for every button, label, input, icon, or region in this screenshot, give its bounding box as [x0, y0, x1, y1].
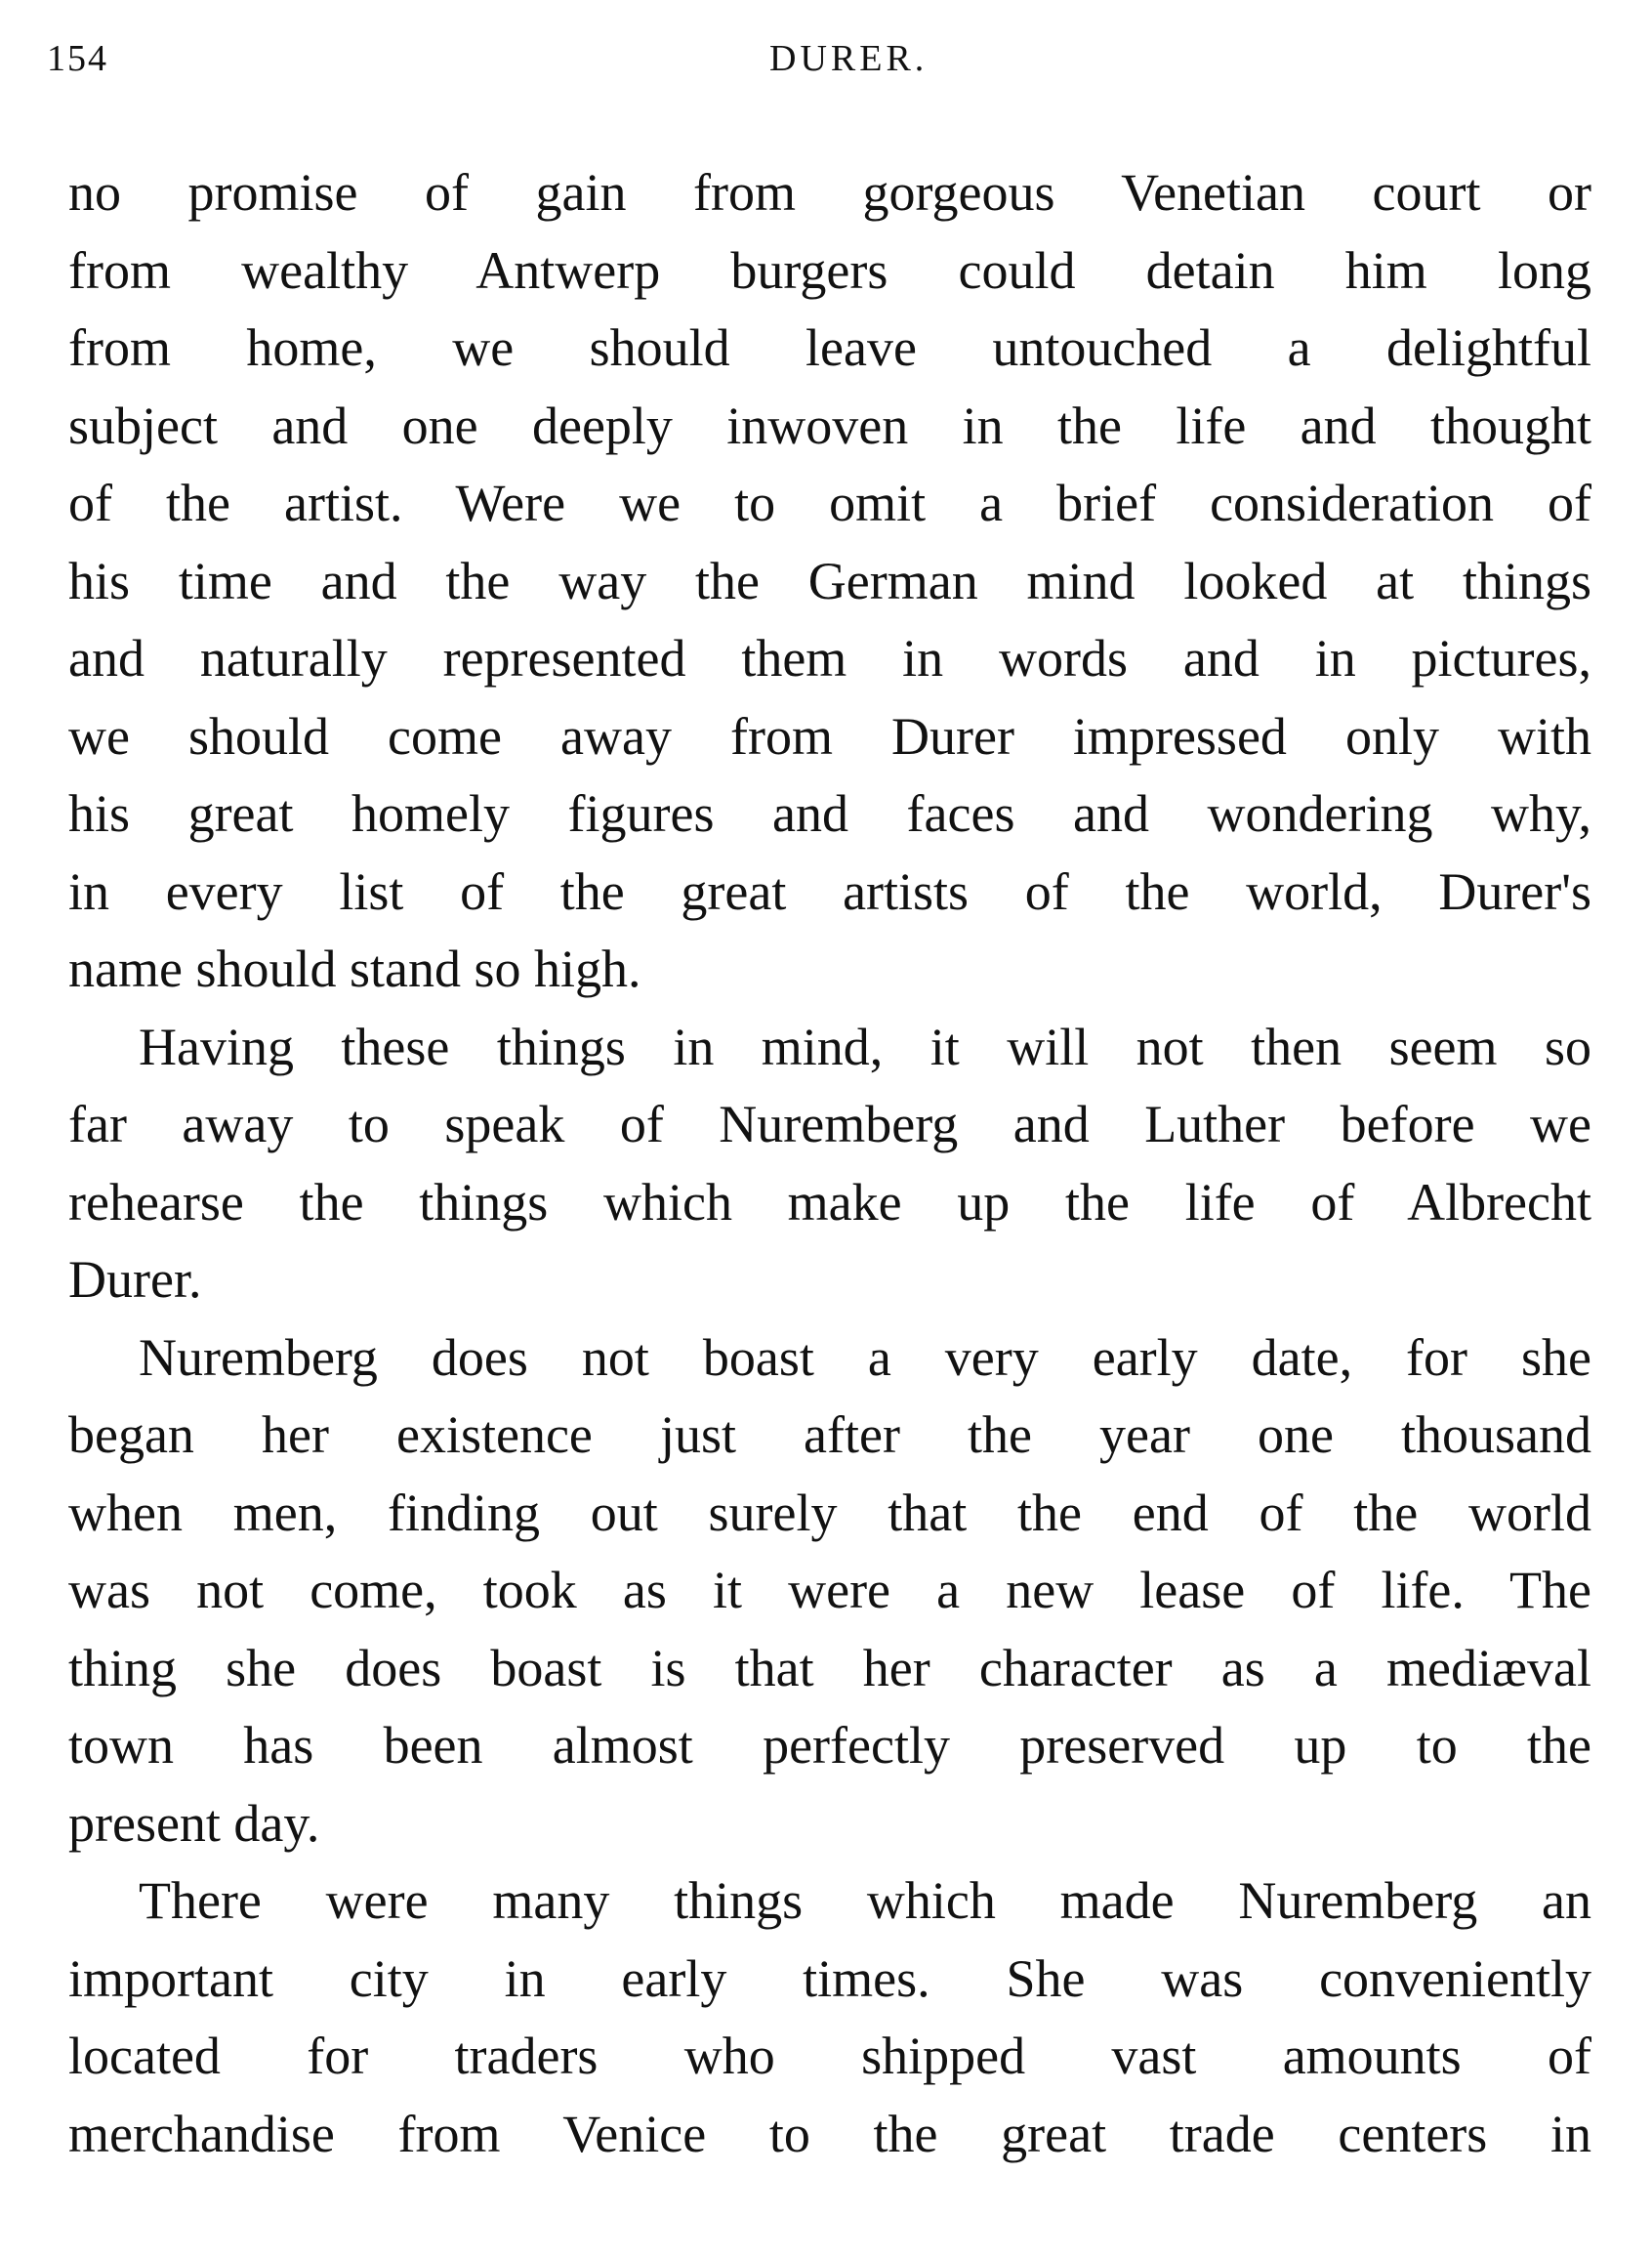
- text-line: from wealthy Antwerp burgers could detain him long: [68, 240, 1591, 300]
- text-line: his great homely figures and faces and wondering why,: [68, 784, 1591, 843]
- text-line: was not come, took as it were a new lease of life. The: [68, 1561, 1591, 1619]
- text-line: thing she does boast is that her character as a mediæval: [68, 1638, 1591, 1697]
- paragraph-3: [68, 1319, 1591, 1863]
- text-line: began her existence just after the year one thousand: [68, 1405, 1591, 1464]
- text-line: located for traders who shipped vast amounts of: [68, 2027, 1591, 2085]
- text-line: and naturally represented them in words and in pictures,: [68, 629, 1591, 688]
- text-line: present day.: [68, 1793, 320, 1853]
- text-line: in every list of the great artists of the world, Durer's: [68, 861, 1591, 921]
- text-line: rehearse the things which make up the life of Albrecht: [68, 1172, 1591, 1232]
- text-line: name should stand so high.: [68, 940, 641, 998]
- text-line: town has been almost perfectly preserved up to the: [68, 1716, 1591, 1775]
- text-line: subject and one deeply inwoven in the life and thought: [68, 396, 1591, 455]
- running-title: DURER.: [769, 38, 929, 79]
- paragraph-1: [68, 154, 1591, 1009]
- paragraph-2: [68, 1009, 1591, 1319]
- text-line: far away to speak of Nuremberg and Luther before we: [68, 1095, 1591, 1153]
- text-line: of the artist. Were we to omit a brief consideration of: [68, 474, 1591, 532]
- text-line: Having these things in mind, it will not then seem so: [139, 1017, 1591, 1076]
- text-line: Durer.: [68, 1250, 202, 1309]
- body-text: [68, 154, 1591, 2173]
- paragraph-4: [68, 1862, 1591, 2173]
- text-line: from home, we should leave untouched a delightful: [68, 318, 1591, 377]
- text-line: when men, finding out surely that the end of the world: [68, 1483, 1591, 1542]
- text-line: his time and the way the German mind looked at things: [68, 551, 1591, 610]
- text-line: Nuremberg does not boast a very early date, for she: [139, 1327, 1591, 1387]
- text-line: we should come away from Durer impressed only with: [68, 706, 1591, 766]
- text-line: There were many things which made Nuremberg an: [139, 1871, 1591, 1930]
- text-line: merchandise from Venice to the great trade centers in: [68, 2104, 1591, 2163]
- page-number: 154: [47, 38, 108, 79]
- text-line: no promise of gain from gorgeous Venetian court or: [68, 163, 1591, 222]
- text-line: important city in early times. She was conveniently: [68, 1948, 1591, 2008]
- running-head: [47, 37, 1590, 96]
